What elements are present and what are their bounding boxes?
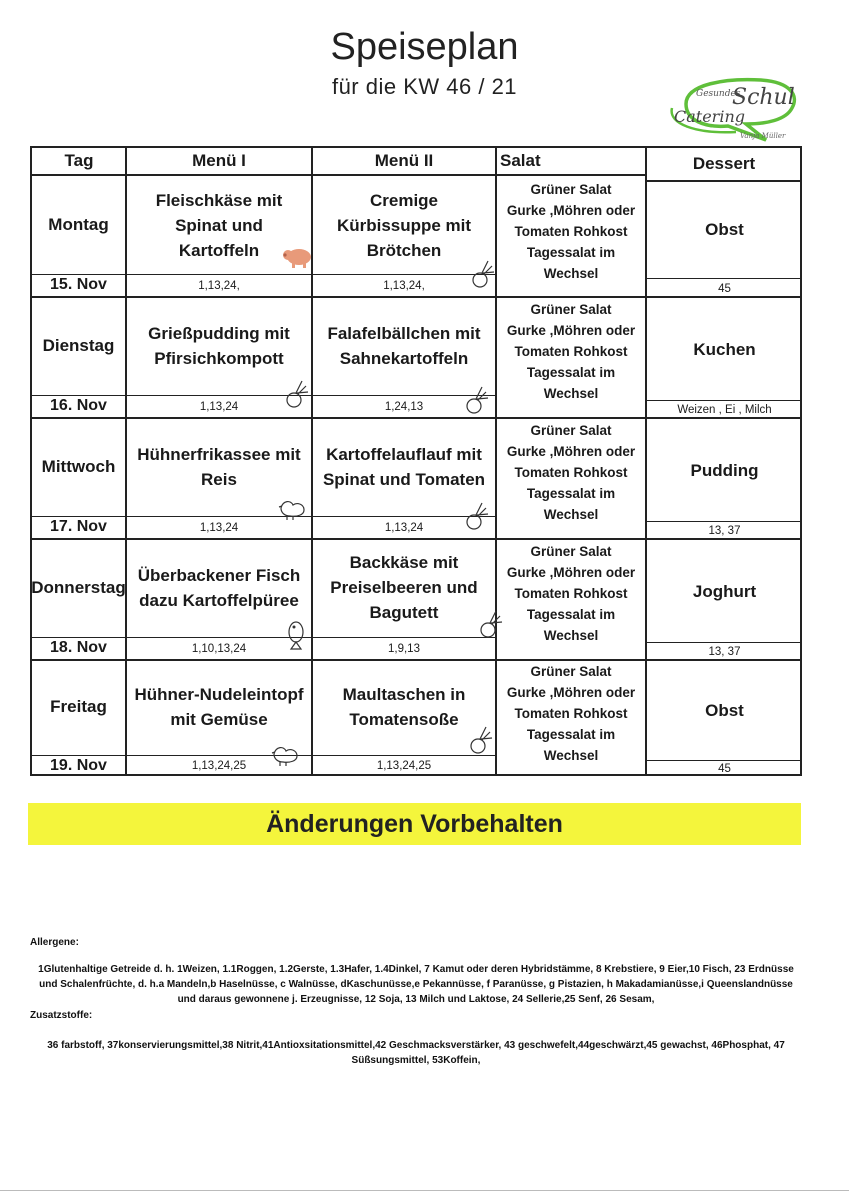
menu2-allergen-codes: 1,13,24 [384, 521, 424, 534]
additives-text: 36 farbstoff, 37konservierungsmittel,38 Nitrit,41Antioxsitationsmittel,42 Geschmacksverstärker, 43 geschwefelt,44geschwärzt,45 gewachst, 46Phosphat, 47 Süßsungsmittel, 53Koffein, [47, 1040, 785, 1066]
allergens-title: Allergene: [30, 937, 79, 948]
radish-icon [478, 608, 504, 640]
date-label: 19. Nov [50, 756, 107, 774]
salad-line: Tagessalat im [526, 244, 616, 260]
day-label: Freitag [50, 697, 107, 716]
dessert-allergen-codes: 13, 37 [708, 646, 741, 658]
salad-cell [497, 660, 645, 766]
salad-line: Grüner Salat [530, 301, 612, 317]
salad-line: Tagessalat im [526, 364, 616, 380]
dessert-allergen-codes: 13, 37 [708, 525, 741, 537]
menu1-allergen-codes: 1,13,24 [199, 400, 239, 413]
menu1-dish: Überbackener Fisch dazu Kartoffelpüree [137, 565, 301, 610]
fish-icon [284, 618, 308, 650]
dessert-name: Joghurt [692, 582, 757, 601]
menu2-dish: Cremige Kürbissuppe mit Brötchen [336, 190, 472, 260]
additives-title: Zusatzstoffe: [30, 1010, 93, 1021]
salad-line: Tomaten Rohkost [514, 343, 628, 359]
col-header-tag: Tag [32, 148, 126, 176]
date-label: 16. Nov [50, 397, 107, 414]
radish-icon [464, 500, 490, 532]
salad-line: Gurke ,Möhren oder [506, 322, 636, 338]
menu2-allergen-codes: 1,9,13 [388, 642, 420, 655]
salad-cell [497, 419, 645, 525]
salad-cell [497, 178, 645, 284]
salad-cell [497, 540, 645, 646]
menu2-dish: Kartoffelauflauf mit Spinat und Tomaten [322, 444, 486, 489]
radish-icon [468, 724, 494, 756]
col-header-menu1: Menü I [126, 148, 312, 176]
salad-line: Gurke ,Möhren oder [506, 443, 636, 459]
salad-line: Wechsel [543, 385, 599, 401]
radish-icon [284, 378, 310, 410]
salad-line: Gurke ,Möhren oder [506, 564, 636, 580]
dessert-name: Kuchen [693, 340, 756, 359]
menu2-allergen-codes: 1,24,13 [384, 400, 424, 413]
salad-line: Tagessalat im [526, 606, 616, 622]
salad-line: Tagessalat im [526, 485, 616, 501]
menu2-allergen-codes: 1,13,24, [383, 279, 425, 292]
salad-line: Wechsel [543, 627, 599, 643]
menu2-allergen-codes: 1,13,24,25 [376, 760, 432, 772]
menu2-dish: Maultaschen in Tomatensoße [342, 685, 466, 729]
changes-reserved-banner: Änderungen Vorbehalten [28, 803, 801, 845]
salad-line: Wechsel [543, 506, 599, 522]
day-label: Mittwoch [41, 456, 116, 476]
salad-line: Wechsel [543, 747, 599, 763]
allergens-text: 1Glutenhaltige Getreide d. h. 1Weizen, 1.1Roggen, 1.2Gerste, 1.3Hafer, 1.4Dinkel, 7 Kamut oder deren Hybridstämme, 8 Krebstiere, 9 Eier,10 Fisch, 23 Erdnüsse und Schalenfrüchte, d. h.a Mandeln,b Haselnüsse, c Walnüsse, dKaschunüsse,e Pekannüsse, f Paranüsse, g Pistazien, h Makadamianüsse,i Queenslandnüsse und daraus gewonnene j. Erzeugnisse, 12 Soja, 13 Milch und Laktose, 24 Sellerie,25 Senf, 26 Sesam, [38, 964, 794, 1005]
menu2-dish: Backkäse mit Preiselbeeren und Bagutett [330, 553, 478, 622]
radish-icon [464, 384, 490, 416]
chicken-icon [277, 496, 309, 520]
dessert-name: Pudding [690, 461, 759, 480]
date-label: 15. Nov [50, 276, 107, 293]
menu1-allergen-codes: 1,13,24,25 [191, 760, 247, 772]
logo-main2-text: Catering [674, 107, 745, 126]
salad-line: Tomaten Rohkost [514, 705, 628, 721]
chicken-icon [270, 742, 302, 766]
salad-line: Tomaten Rohkost [514, 464, 628, 480]
salad-line: Grüner Salat [530, 422, 612, 438]
menu2-dish: Falafelbällchen mit Sahnekartoffeln [327, 323, 481, 368]
col-header-salat: Salat [496, 148, 646, 176]
salad-line: Tagessalat im [526, 726, 616, 742]
logo-main1-text: Schul [732, 85, 795, 110]
catering-logo [666, 74, 801, 150]
menu1-dish: Fleischkäse mit Spinat und Kartoffeln [155, 190, 283, 260]
menu1-allergen-codes: 1,13,24, [198, 279, 240, 292]
logo-owner-text: Vanja Müller [740, 132, 786, 140]
salad-cell [497, 298, 645, 404]
page-title: Speiseplan [330, 26, 519, 68]
menu-table [30, 146, 802, 776]
dessert-allergen-codes: 45 [718, 283, 731, 295]
menu1-allergen-codes: 1,10,13,24 [191, 642, 247, 655]
dessert-allergen-codes: Weizen , Ei , Milch [677, 404, 772, 416]
salad-line: Grüner Salat [530, 663, 612, 679]
menu1-dish: Hühner-Nudeleintopf mit Gemüse [134, 685, 304, 729]
menu1-allergen-codes: 1,13,24 [199, 521, 239, 534]
pig-icon [282, 244, 314, 270]
col-header-dessert: Dessert [646, 148, 802, 182]
dessert-allergen-codes: 45 [718, 763, 731, 775]
salad-line: Wechsel [543, 265, 599, 281]
week-subtitle: für die KW 46 / 21 [331, 74, 518, 99]
logo-small-text: Gesundes [696, 89, 741, 99]
salad-line: Grüner Salat [530, 181, 612, 197]
dessert-name: Obst [705, 220, 744, 239]
salad-line: Grüner Salat [530, 543, 612, 559]
radish-icon [470, 258, 496, 290]
col-header-menu2: Menü II [312, 148, 496, 176]
salad-line: Gurke ,Möhren oder [506, 202, 636, 218]
salad-line: Tomaten Rohkost [514, 223, 628, 239]
menu1-dish: Hühnerfrikassee mit Reis [137, 444, 301, 489]
salad-line: Gurke ,Möhren oder [506, 684, 636, 700]
dessert-name: Obst [705, 701, 744, 720]
day-label: Montag [48, 215, 109, 234]
salad-line: Tomaten Rohkost [514, 585, 628, 601]
day-label: Donnerstag [31, 577, 126, 597]
page-bottom-edge [0, 1190, 849, 1191]
date-label: 17. Nov [50, 518, 107, 535]
day-label: Dienstag [42, 335, 115, 355]
date-label: 18. Nov [50, 639, 107, 656]
logo-speech-bubble-icon [666, 74, 801, 150]
menu1-dish: Grießpudding mit Pfirsichkompott [148, 323, 290, 368]
